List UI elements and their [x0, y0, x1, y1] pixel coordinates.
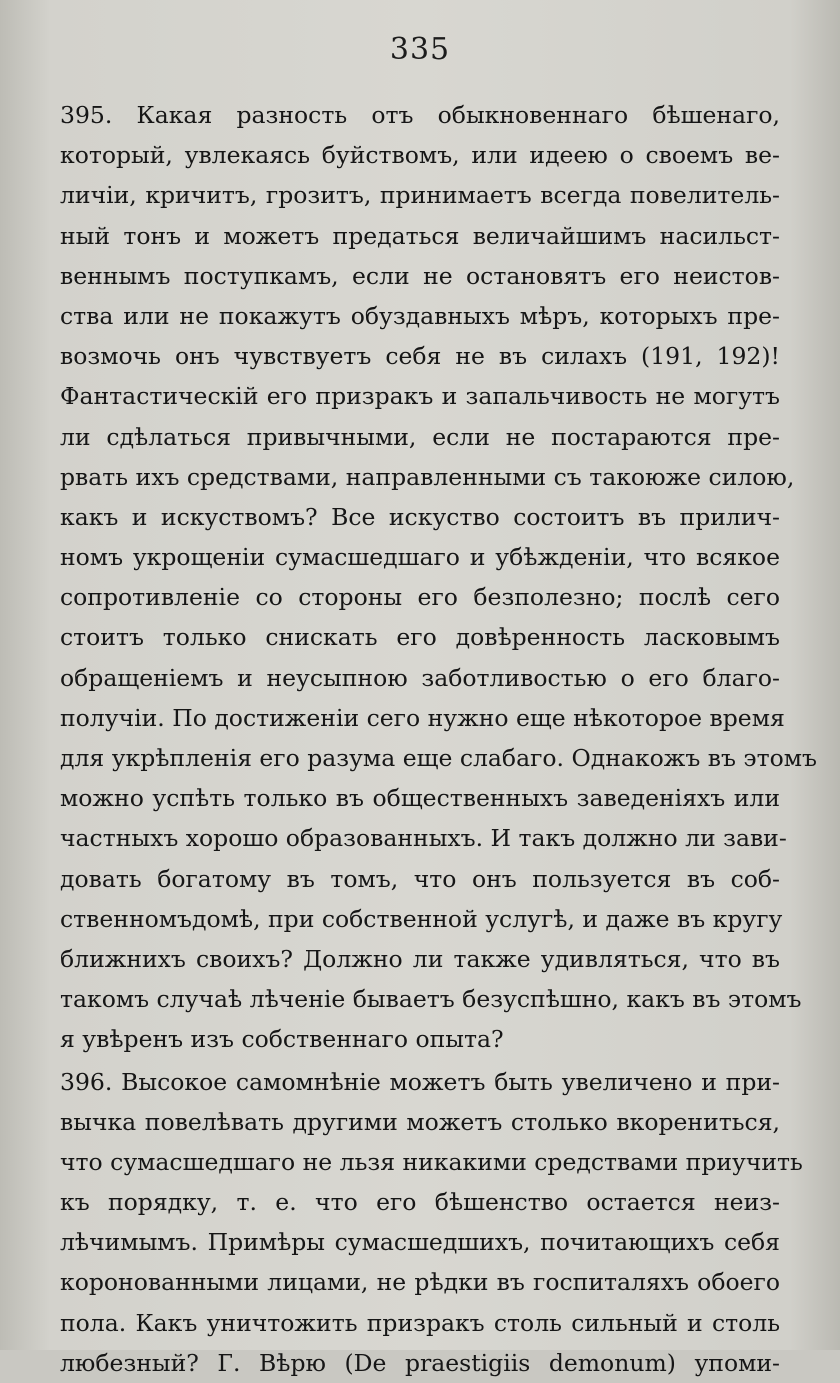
text-line: къ порядку, т. е. что его бѣшенство остается неиз-: [60, 1182, 780, 1222]
text-line: номъ укрощеніи сумасшедшаго и убѣжденіи, что всякое: [60, 537, 780, 577]
text-line: который, увлекаясь буйствомъ, или идеею о своемъ ве-: [60, 135, 780, 175]
text-line: получіи. По достиженіи сего нужно еще нѣкоторое время: [60, 698, 780, 738]
text-line: такомъ случаѣ лѣченіе бываетъ безуспѣшно, какъ въ этомъ: [60, 979, 780, 1019]
text-line: 396. Высокое самомнѣніе можетъ быть увеличено и при-: [60, 1062, 780, 1102]
text-line: пола. Какъ уничтожить призракъ столь сильный и столь: [60, 1303, 780, 1343]
text-line: ближнихъ своихъ? Должно ли также удивляться, что въ: [60, 939, 780, 979]
text-line: стоитъ только снискать его довѣренность ласковымъ: [60, 617, 780, 657]
body-text: [60, 95, 780, 1383]
text-line: Фантастическій его призракъ и запальчивость не могутъ: [60, 376, 780, 416]
page-number: 335: [0, 32, 840, 67]
text-line: любезный? Г. Вѣрю (De praestigiis demonum) упоми-: [60, 1343, 780, 1383]
text-line: сопротивленіе со стороны его безполезно; послѣ сего: [60, 577, 780, 617]
text-line: коронованными лицами, не рѣдки въ госпиталяхъ обоего: [60, 1262, 780, 1302]
text-line: личіи, кричитъ, грозитъ, принимаетъ всегда повелитель-: [60, 175, 780, 215]
text-line: возмочь онъ чувствуетъ себя не въ силахъ (191, 192)!: [60, 336, 780, 376]
paragraph-395: [60, 95, 780, 1060]
text-line: ный тонъ и можетъ предаться величайшимъ насильст-: [60, 216, 780, 256]
text-line: довать богатому въ томъ, что онъ пользуется въ соб-: [60, 859, 780, 899]
paragraph-396: [60, 1062, 780, 1383]
text-line: рвать ихъ средствами, направленными съ такоюже силою,: [60, 457, 780, 497]
text-line: ли сдѣлаться привычными, если не постараются пре-: [60, 417, 780, 457]
text-line: что сумасшедшаго не льзя никакими средствами приучить: [60, 1142, 780, 1182]
text-line: ства или не покажутъ обуздавныхъ мѣръ, которыхъ пре-: [60, 296, 780, 336]
text-line: ственномъдомѣ, при собственной услугѣ, и даже въ кругу: [60, 899, 780, 939]
text-line: можно успѣть только въ общественныхъ заведеніяхъ или: [60, 778, 780, 818]
text-line: вычка повелѣвать другими можетъ столько вкорениться,: [60, 1102, 780, 1142]
text-line: веннымъ поступкамъ, если не остановятъ его неистов-: [60, 256, 780, 296]
text-line: частныхъ хорошо образованныхъ. И такъ должно ли зави-: [60, 818, 780, 858]
text-line: какъ и искуствомъ? Все искуство состоитъ въ прилич-: [60, 497, 780, 537]
text-line: 395. Какая разность отъ обыкновеннаго бѣшенаго,: [60, 95, 780, 135]
text-line: я увѣренъ изъ собственнаго опыта?: [60, 1019, 780, 1059]
text-line: обращеніемъ и неусыпною заботливостью о его благо-: [60, 658, 780, 698]
text-line: для укрѣпленія его разума еще слабаго. Однакожъ въ этомъ: [60, 738, 780, 778]
text-line: лѣчимымъ. Примѣры сумасшедшихъ, почитающихъ себя: [60, 1222, 780, 1262]
